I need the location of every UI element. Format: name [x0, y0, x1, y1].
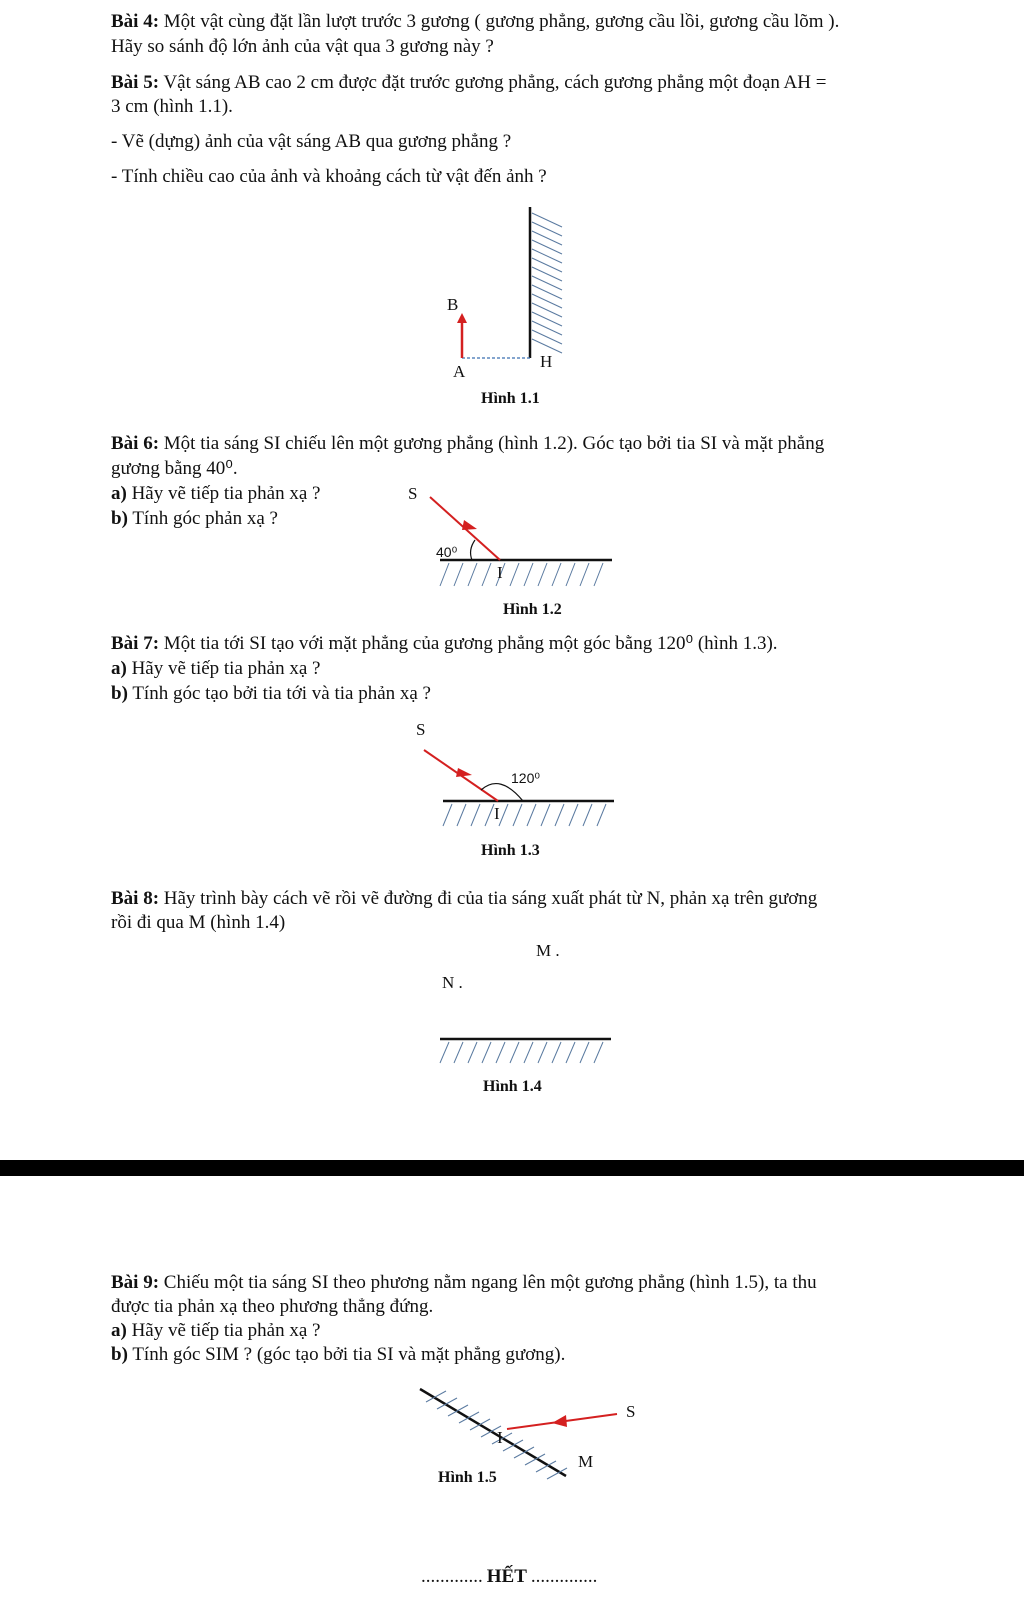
point-n-label: N .	[442, 973, 463, 992]
label-a: A	[453, 362, 466, 381]
bai4-line2: Hãy so sánh độ lớn ảnh của vật qua 3 gương này ?	[111, 36, 494, 57]
bai5-question-2: - Tính chiều cao của ảnh và khoảng cách từ vật đến ảnh ?	[111, 166, 547, 187]
bai5-line1: Bài 5: Vật sáng AB cao 2 cm được đặt trước gương phẳng, cách gương phẳng một đoạn AH =	[111, 72, 827, 93]
label-m: M	[578, 1452, 594, 1471]
angle-label-120: 120⁰	[511, 770, 540, 786]
bai6-question-a: a) Hãy vẽ tiếp tia phản xạ ?	[111, 483, 321, 504]
figure-1-5	[0, 1176, 1024, 1603]
ray-arrowhead	[552, 1415, 567, 1427]
bai6-title: Bài 6:	[111, 433, 160, 454]
label-s: S	[416, 720, 426, 739]
mirror-hatching	[440, 1042, 603, 1063]
label-i: I	[497, 1428, 503, 1447]
bai5-question-1: - Vẽ (dựng) ảnh của vật sáng AB qua gương phẳng ?	[111, 131, 512, 152]
point-m-label: M .	[536, 941, 560, 960]
angle-label-40: 40⁰	[436, 544, 458, 560]
bai7-question-b: b) Tính góc tạo bởi tia tới và tia phản xạ ?	[111, 683, 431, 704]
label-s: S	[626, 1402, 636, 1421]
bai6-line1: Bài 6: Một tia sáng SI chiếu lên một gương phẳng (hình 1.2). Góc tạo bởi tia SI và mặt phẳng	[111, 433, 825, 454]
slanted-mirror-line	[420, 1389, 566, 1476]
bai9-question-b: b) Tính góc SIM ? (góc tạo bởi tia SI và mặt phẳng gương).	[111, 1344, 566, 1365]
bai9-line1: Bài 9: Chiếu một tia sáng SI theo phương nằm ngang lên một gương phẳng (hình 1.5), ta thu	[111, 1272, 817, 1293]
document-page-2	[0, 1176, 1024, 1603]
label-b: B	[447, 295, 459, 314]
caption-1-4: Hình 1.4	[483, 1078, 542, 1095]
caption-1-3: Hình 1.3	[481, 842, 540, 859]
end-text: HẾT	[486, 1566, 527, 1587]
caption-1-1: Hình 1.1	[481, 390, 540, 407]
bai8-line1: Bài 8: Hãy trình bày cách vẽ rồi vẽ đường đi của tia sáng xuất phát từ N, phản xạ trên gương	[111, 888, 818, 909]
bai4-title: Bài 4:	[111, 11, 160, 32]
bai6-question-b: b) Tính góc phản xạ ?	[111, 508, 278, 529]
bai5-line2: 3 cm (hình 1.1).	[111, 96, 233, 117]
bai9-title: Bài 9:	[111, 1272, 160, 1293]
bai9-line2: được tia phản xạ theo phương thẳng đứng.	[111, 1296, 434, 1317]
bai7-title: Bài 7:	[111, 633, 160, 654]
bai8-line2: rồi đi qua M (hình 1.4)	[111, 912, 286, 933]
bai4-line1: Bài 4: Một vật cùng đặt lần lượt trước 3 gương ( gương phẳng, gương cầu lồi, gương cầu lõm ).	[111, 11, 840, 32]
end-footer: ............. HẾT ..............	[421, 1566, 598, 1587]
bai9-question-a: a) Hãy vẽ tiếp tia phản xạ ?	[111, 1320, 321, 1341]
label-i: I	[497, 563, 503, 582]
label-s: S	[408, 484, 418, 503]
bai7-question-a: a) Hãy vẽ tiếp tia phản xạ ?	[111, 658, 321, 679]
label-h: H	[540, 352, 553, 371]
bai5-title: Bài 5:	[111, 72, 160, 93]
caption-1-5: Hình 1.5	[438, 1469, 497, 1486]
bai6-line2: gương bằng 40⁰.	[111, 458, 238, 479]
bai8-title: Bài 8:	[111, 888, 160, 909]
caption-1-2: Hình 1.2	[503, 601, 562, 618]
label-i: I	[494, 804, 500, 823]
bai7-line1: Bài 7: Một tia tới SI tạo với mặt phẳng của gương phẳng một góc bằng 120⁰ (hình 1.3).	[111, 633, 778, 654]
